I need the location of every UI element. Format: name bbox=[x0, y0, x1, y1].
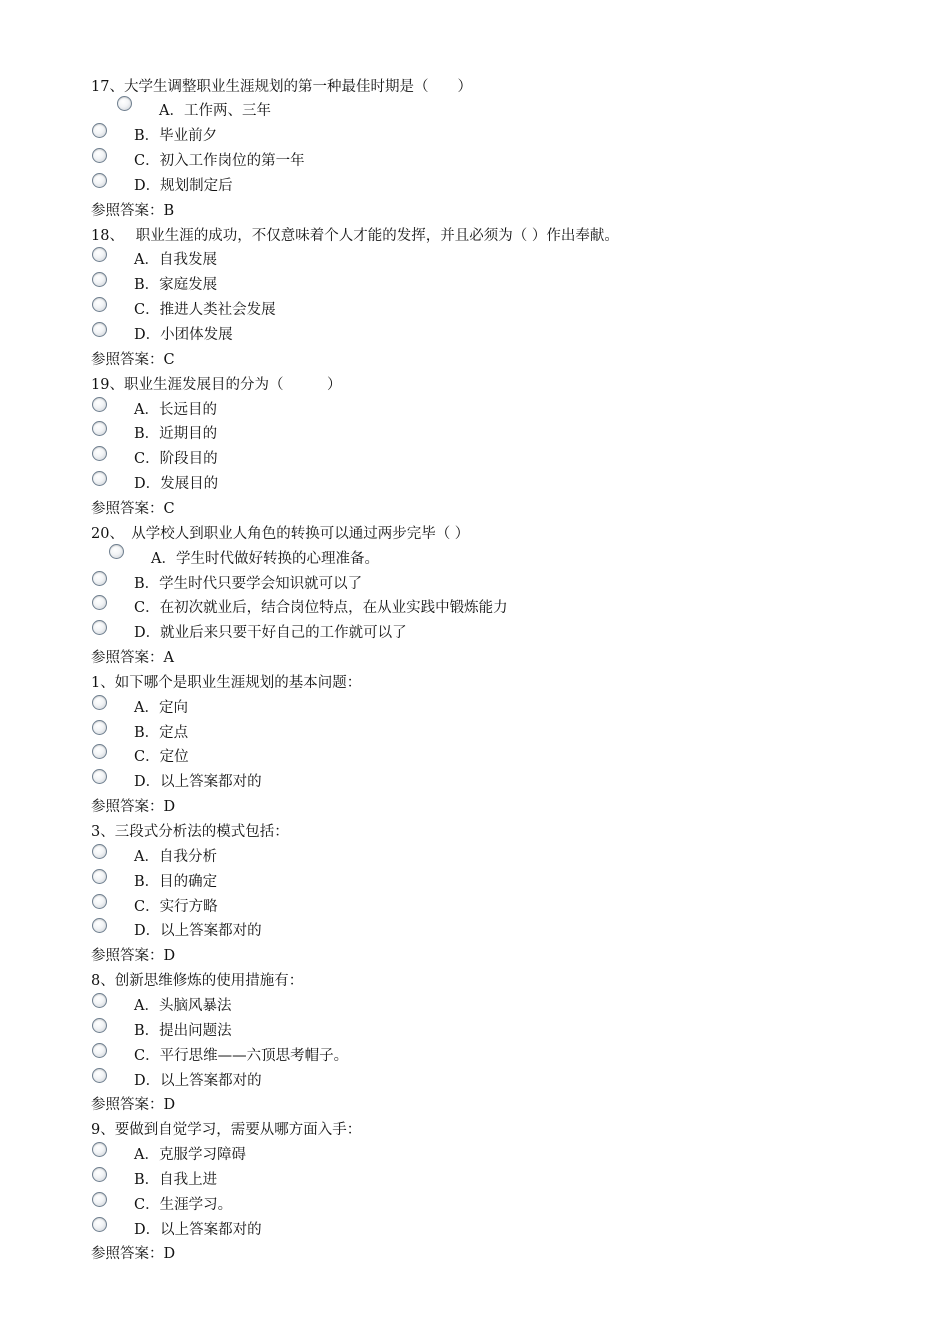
option-label: A．头脑风暴法 bbox=[134, 997, 232, 1014]
option-label: A．自我发展 bbox=[134, 252, 217, 269]
question-title: 20、 从学校人到职业人角色的转换可以通过两步完毕（ ） bbox=[91, 525, 470, 542]
option-label: B．定点 bbox=[134, 724, 189, 741]
radio-button-icon[interactable] bbox=[92, 595, 107, 610]
option-label: D．以上答案都对的 bbox=[134, 1221, 262, 1238]
question-title: 19、职业生涯发展目的分为（ ） bbox=[91, 376, 342, 393]
radio-button-icon[interactable] bbox=[92, 918, 107, 933]
radio-button-icon[interactable] bbox=[92, 1068, 107, 1083]
question-title: 17、大学生调整职业生涯规划的第一种最佳时期是（ ） bbox=[91, 78, 472, 95]
option-label: B．毕业前夕 bbox=[134, 128, 218, 145]
radio-button-icon[interactable] bbox=[92, 993, 107, 1008]
option-label: C．在初次就业后，结合岗位特点，在从业实践中锻炼能力 bbox=[134, 600, 508, 617]
option-label: B．提出问题法 bbox=[134, 1022, 232, 1039]
reference-answer: 参照答案：B bbox=[91, 202, 175, 219]
option-label: B．家庭发展 bbox=[134, 277, 218, 294]
reference-answer: 参照答案：A bbox=[91, 650, 174, 667]
radio-button-icon[interactable] bbox=[92, 620, 107, 635]
radio-button-icon[interactable] bbox=[92, 421, 107, 436]
option-label: C．生涯学习。 bbox=[134, 1196, 233, 1213]
option-label: B．学生时代只要学会知识就可以了 bbox=[134, 575, 363, 592]
radio-button-icon[interactable] bbox=[92, 695, 107, 710]
radio-button-icon[interactable] bbox=[92, 894, 107, 909]
option-label: A．学生时代做好转换的心理准备。 bbox=[151, 550, 379, 567]
radio-button-icon[interactable] bbox=[92, 297, 107, 312]
reference-answer: 参照答案：D bbox=[91, 799, 176, 816]
option-label: B．目的确定 bbox=[134, 873, 218, 890]
radio-button-icon[interactable] bbox=[92, 247, 107, 262]
radio-button-icon[interactable] bbox=[92, 173, 107, 188]
option-label: C．平行思维——六顶思考帽子。 bbox=[134, 1047, 349, 1064]
radio-button-icon[interactable] bbox=[92, 571, 107, 586]
option-label: D．规划制定后 bbox=[134, 177, 233, 194]
option-label: D．发展目的 bbox=[134, 476, 219, 493]
option-label: A．自我分析 bbox=[134, 848, 217, 865]
option-label: D．以上答案都对的 bbox=[134, 923, 262, 940]
option-label: C．阶段目的 bbox=[134, 451, 218, 468]
option-label: D．以上答案都对的 bbox=[134, 774, 262, 791]
radio-button-icon[interactable] bbox=[92, 397, 107, 412]
radio-button-icon[interactable] bbox=[92, 446, 107, 461]
question-title: 3、三段式分析法的模式包括： bbox=[91, 824, 289, 840]
radio-button-icon[interactable] bbox=[109, 544, 124, 559]
radio-button-icon[interactable] bbox=[92, 1217, 107, 1232]
reference-answer: 参照答案：C bbox=[91, 351, 175, 368]
radio-button-icon[interactable] bbox=[92, 272, 107, 287]
radio-button-icon[interactable] bbox=[92, 148, 107, 163]
reference-answer: 参照答案：D bbox=[91, 948, 176, 965]
radio-button-icon[interactable] bbox=[92, 744, 107, 759]
option-label: D．就业后来只要干好自己的工作就可以了 bbox=[134, 625, 407, 642]
radio-button-icon[interactable] bbox=[92, 1018, 107, 1033]
radio-button-icon[interactable] bbox=[92, 769, 107, 784]
option-label: C．实行方略 bbox=[134, 898, 218, 915]
radio-button-icon[interactable] bbox=[92, 1167, 107, 1182]
option-label: C．推进人类社会发展 bbox=[134, 302, 276, 319]
option-label: B．近期目的 bbox=[134, 426, 218, 443]
option-label: A．定向 bbox=[134, 699, 188, 716]
option-label: B．自我上进 bbox=[134, 1171, 218, 1188]
radio-button-icon[interactable] bbox=[92, 1043, 107, 1058]
radio-button-icon[interactable] bbox=[92, 1192, 107, 1207]
radio-button-icon[interactable] bbox=[92, 844, 107, 859]
option-label: C．初入工作岗位的第一年 bbox=[134, 153, 305, 170]
radio-button-icon[interactable] bbox=[92, 1142, 107, 1157]
reference-answer: 参照答案：D bbox=[91, 1246, 176, 1263]
question-title: 8、创新思维修炼的使用措施有： bbox=[91, 973, 304, 990]
option-label: C．定位 bbox=[134, 749, 189, 766]
radio-button-icon[interactable] bbox=[117, 96, 132, 111]
radio-button-icon[interactable] bbox=[92, 471, 107, 486]
option-label: A．长远目的 bbox=[134, 401, 217, 418]
radio-button-icon[interactable] bbox=[92, 123, 107, 138]
radio-button-icon[interactable] bbox=[92, 720, 107, 735]
option-label: D．小团体发展 bbox=[134, 327, 233, 343]
option-label: A．工作两、三年 bbox=[159, 103, 271, 120]
question-title: 18、 职业生涯的成功，不仅意味着个人才能的发挥，并且必须为（ ）作出奉献。 bbox=[91, 227, 619, 244]
option-label: D．以上答案都对的 bbox=[134, 1072, 262, 1089]
option-label: A．克服学习障碍 bbox=[134, 1147, 246, 1164]
reference-answer: 参照答案：C bbox=[91, 500, 175, 517]
reference-answer: 参照答案：D bbox=[91, 1097, 176, 1114]
radio-button-icon[interactable] bbox=[92, 322, 107, 337]
question-title: 1、如下哪个是职业生涯规划的基本问题： bbox=[91, 674, 362, 691]
question-title: 9、要做到自觉学习，需要从哪方面入手： bbox=[91, 1122, 362, 1139]
radio-button-icon[interactable] bbox=[92, 869, 107, 884]
